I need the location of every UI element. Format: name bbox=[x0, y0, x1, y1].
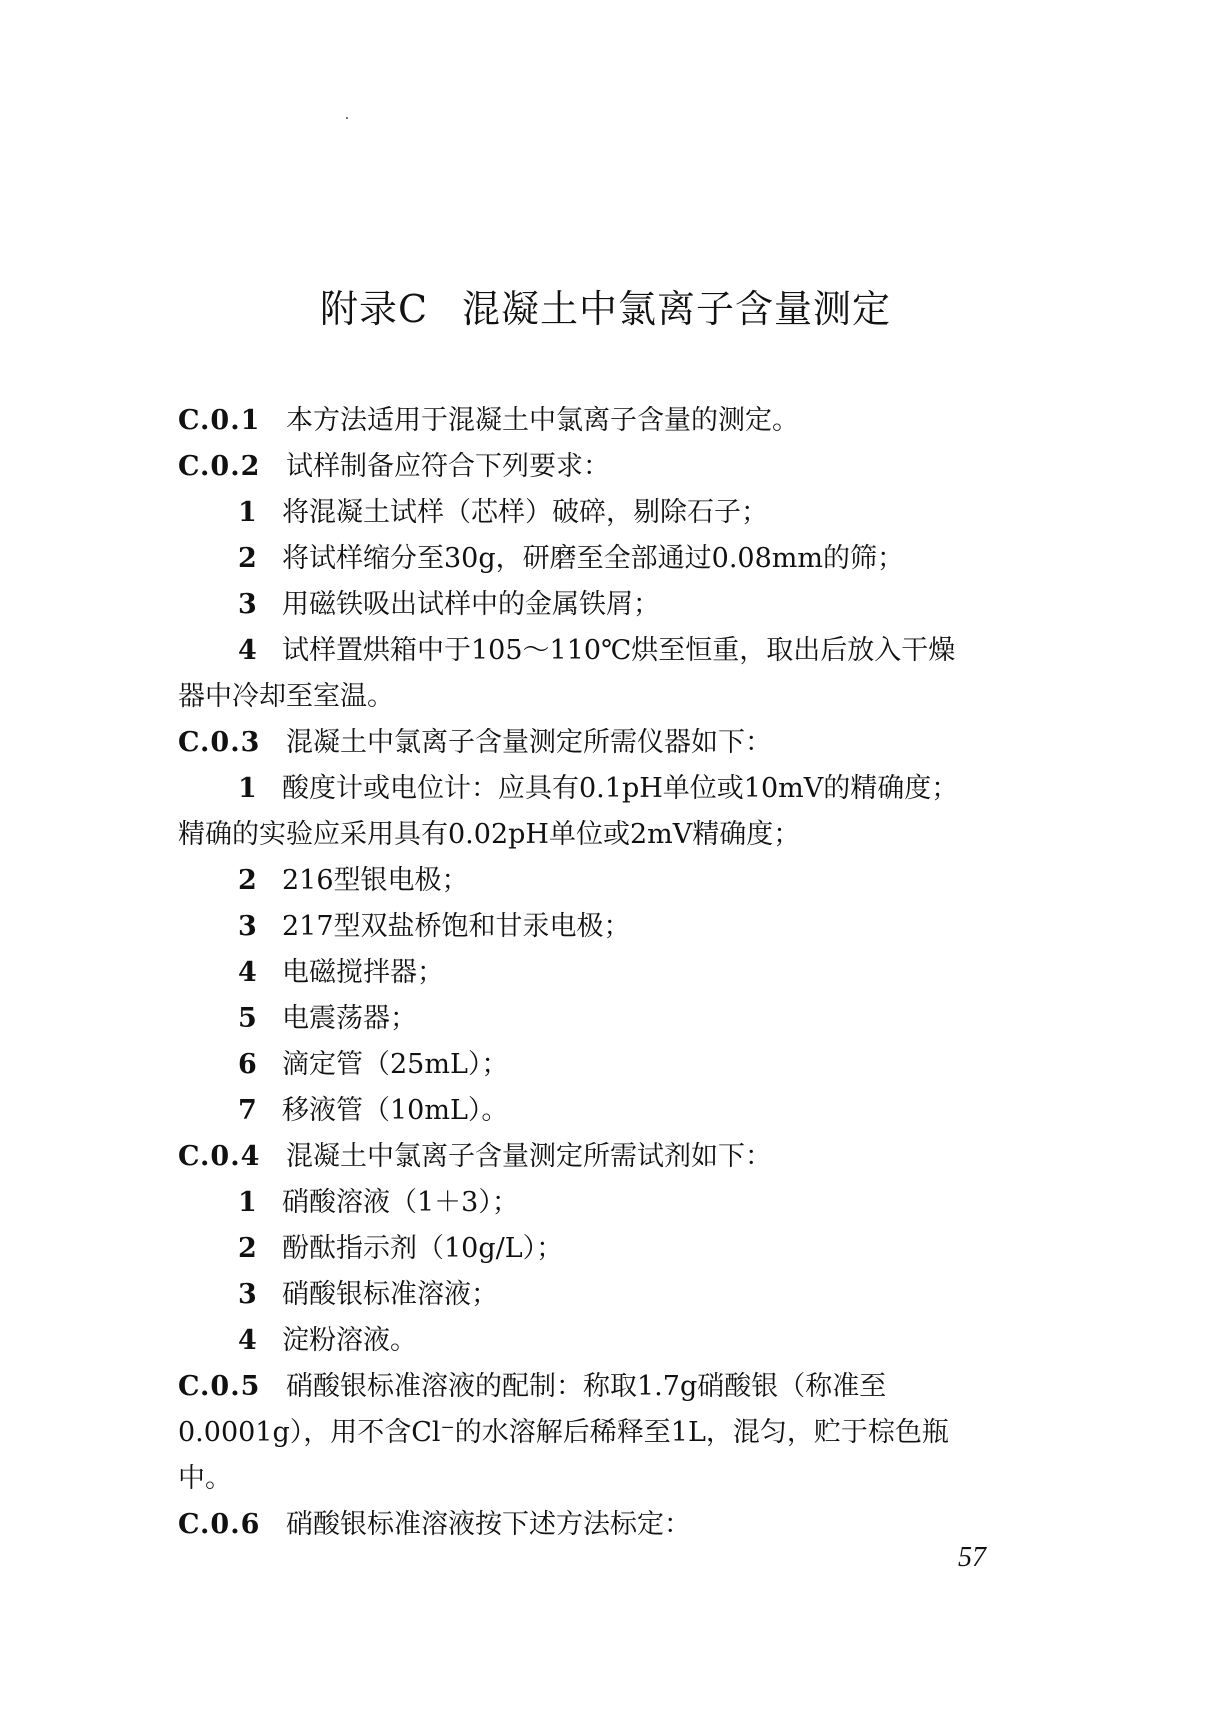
clause-text: 混凝土中氯离子含量测定所需试剂如下： bbox=[286, 1141, 772, 1172]
list-item bbox=[178, 1088, 1036, 1134]
item-number: 1 bbox=[238, 1187, 257, 1218]
item-number: 3 bbox=[238, 1279, 257, 1310]
list-item bbox=[178, 904, 1036, 950]
clause-c05 bbox=[178, 1364, 1036, 1410]
item-text: 电磁搅拌器； bbox=[282, 957, 444, 988]
clause-c06 bbox=[178, 1502, 1036, 1548]
list-item bbox=[178, 1272, 1036, 1318]
item-text: 电震荡器； bbox=[282, 1003, 417, 1034]
item-text: 酚酞指示剂（10g/L）； bbox=[282, 1233, 564, 1264]
list-item bbox=[178, 1180, 1036, 1226]
item-number: 2 bbox=[238, 1233, 257, 1264]
clause-text: 本方法适用于混凝土中氯离子含量的测定。 bbox=[286, 405, 799, 436]
item-number: 3 bbox=[238, 911, 257, 942]
item-number: 3 bbox=[238, 589, 257, 620]
clause-number: C.0.3 bbox=[178, 727, 261, 758]
item-number: 7 bbox=[238, 1095, 257, 1126]
list-item bbox=[178, 628, 1036, 674]
item-number: 1 bbox=[238, 497, 257, 528]
page-number: 57 bbox=[958, 1542, 986, 1573]
item-number: 6 bbox=[238, 1049, 257, 1080]
item-text: 将混凝土试样（芯样）破碎，剔除石子； bbox=[282, 497, 768, 528]
list-item bbox=[178, 1226, 1036, 1272]
item-text: 用磁铁吸出试样中的金属铁屑； bbox=[282, 589, 660, 620]
item-text: 将试样缩分至30g，研磨至全部通过0.08mm的筛； bbox=[282, 543, 904, 574]
item-number: 2 bbox=[238, 865, 257, 896]
clause-number: C.0.5 bbox=[178, 1371, 261, 1402]
list-item bbox=[178, 996, 1036, 1042]
item-text: 移液管（10mL）。 bbox=[282, 1095, 509, 1126]
list-item bbox=[178, 582, 1036, 628]
clause-number: C.0.6 bbox=[178, 1509, 261, 1540]
item-text: 硝酸溶液（1＋3）； bbox=[282, 1187, 519, 1218]
item-text: 217型双盐桥饱和甘汞电极； bbox=[282, 911, 631, 942]
list-item bbox=[178, 490, 1036, 536]
scan-speck bbox=[346, 117, 348, 119]
clause-continuation: 0.0001g），用不含Cl⁻的水溶解后稀释至1L，混匀，贮于棕色瓶 bbox=[178, 1417, 949, 1448]
item-text: 滴定管（25mL）； bbox=[282, 1049, 509, 1080]
list-item bbox=[178, 1042, 1036, 1088]
item-number: 4 bbox=[238, 635, 257, 666]
clause-number: C.0.4 bbox=[178, 1141, 261, 1172]
item-text: 淀粉溶液。 bbox=[282, 1325, 417, 1356]
list-item bbox=[178, 858, 1036, 904]
item-number: 1 bbox=[238, 773, 257, 804]
item-text: 硝酸银标准溶液； bbox=[282, 1279, 498, 1310]
clause-c03 bbox=[178, 720, 1036, 766]
list-item bbox=[178, 536, 1036, 582]
item-number: 4 bbox=[238, 957, 257, 988]
page-title bbox=[0, 278, 1211, 333]
appendix-label: 附录C bbox=[319, 287, 429, 331]
clause-text: 硝酸银标准溶液的配制：称取1.7g硝酸银（称准至 bbox=[286, 1371, 887, 1402]
item-text: 试样置烘箱中于105～110℃烘至恒重，取出后放入干燥 bbox=[282, 635, 956, 666]
list-item-continuation: 器中冷却至室温。 bbox=[178, 681, 394, 712]
clause-continuation: 中。 bbox=[178, 1463, 232, 1494]
list-item bbox=[178, 950, 1036, 996]
list-item-continuation: 精确的实验应采用具有0.02pH单位或2mV精确度； bbox=[178, 819, 801, 850]
item-text: 酸度计或电位计：应具有0.1pH单位或10mV的精确度； bbox=[282, 773, 959, 804]
item-number: 5 bbox=[238, 1003, 257, 1034]
clause-text: 混凝土中氯离子含量测定所需仪器如下： bbox=[286, 727, 772, 758]
clause-number: C.0.2 bbox=[178, 451, 261, 482]
clause-c02 bbox=[178, 444, 1036, 490]
clause-c04 bbox=[178, 1134, 1036, 1180]
clause-number: C.0.1 bbox=[178, 405, 261, 436]
document-body bbox=[178, 398, 1036, 1548]
appendix-title-text: 混凝土中氯离子含量测定 bbox=[462, 287, 892, 331]
item-text: 216型银电极； bbox=[282, 865, 469, 896]
item-number: 2 bbox=[238, 543, 257, 574]
clause-text: 硝酸银标准溶液按下述方法标定： bbox=[286, 1509, 691, 1540]
clause-text: 试样制备应符合下列要求： bbox=[286, 451, 610, 482]
item-number: 4 bbox=[238, 1325, 257, 1356]
clause-c01 bbox=[178, 398, 1036, 444]
list-item bbox=[178, 766, 1036, 812]
list-item bbox=[178, 1318, 1036, 1364]
